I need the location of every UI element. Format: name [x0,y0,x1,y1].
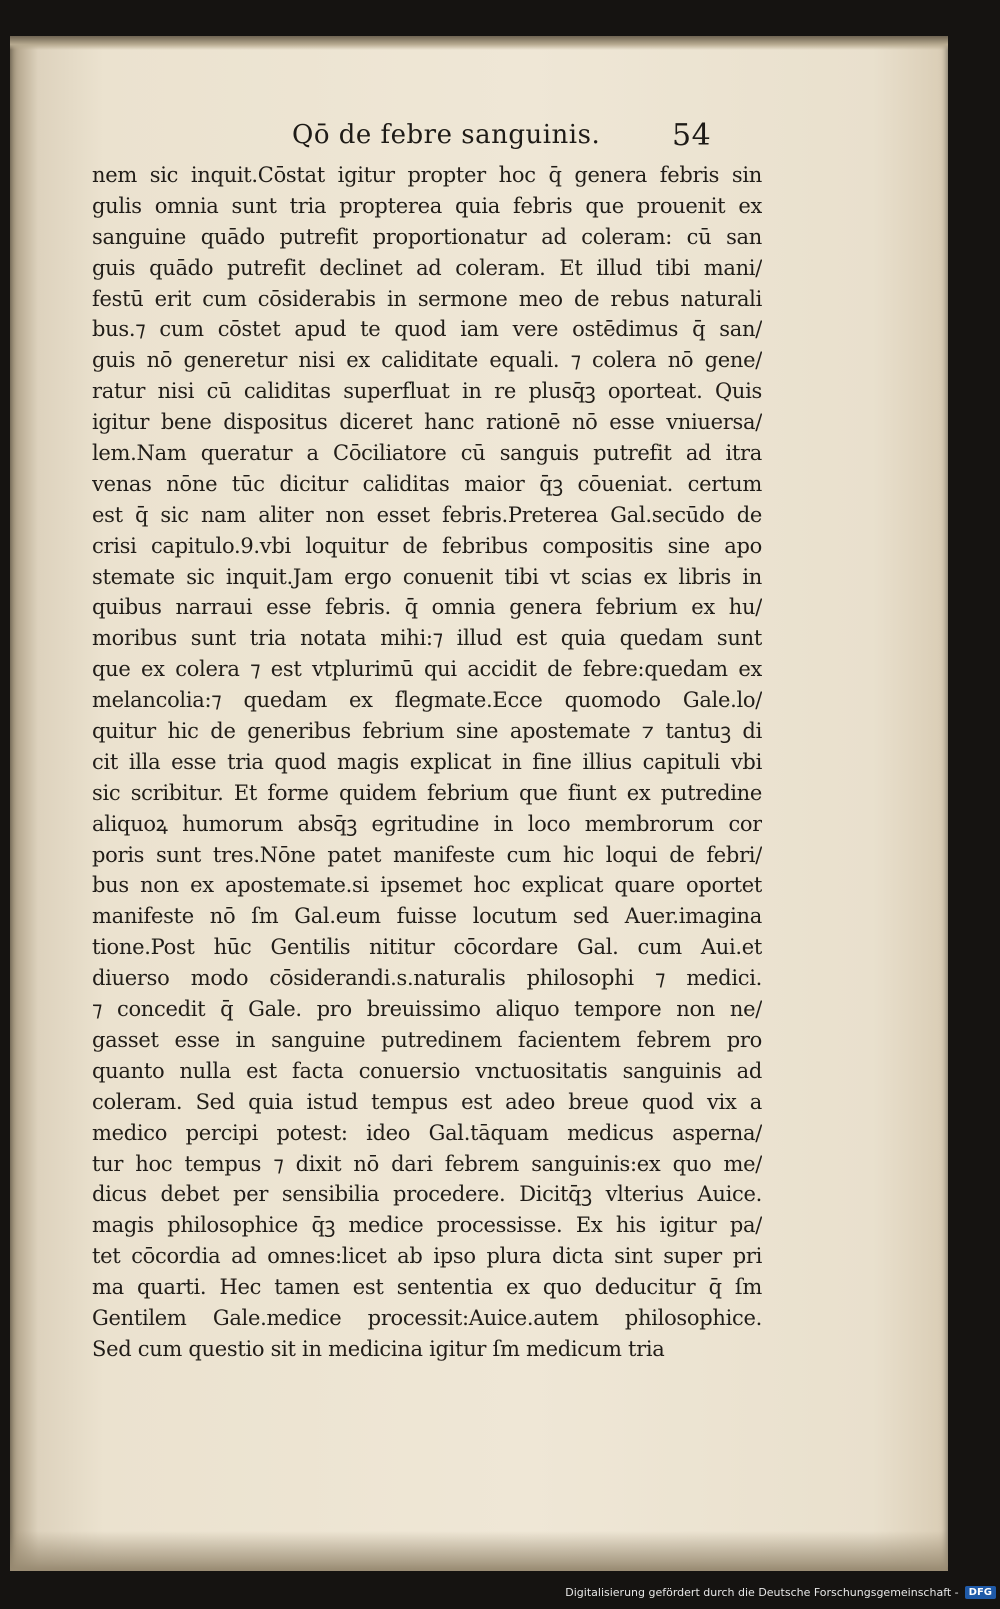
folio-number: 54 [672,118,712,153]
text-line: guis quādo putrefit declinet ad coleram. Et illud tibi mani/ [92,255,762,280]
text-line: venas nōne tūc dicitur caliditas maior q̄ꝫ cōueniat. certum [92,471,762,496]
text-line: diuerso modo cōsiderandi.s.naturalis philosophi ⁊ medici. [92,966,762,991]
text-line: cit illa esse tria quod magis explicat in fine illius capituli vbi [92,749,762,774]
text-line: tet cōcordia ad omnes:licet ab ipso plura dicta sint super pri [92,1244,762,1269]
text-line: que ex colera ⁊ est vtplurimū qui accidit de febre:quedam ex [92,657,762,682]
digitization-credit [565,1581,996,1603]
text-line: Gentilem Gale.medice processit:Auice.autem philosophice. [92,1305,762,1330]
text-line: guis nō generetur nisi ex caliditate equali. ⁊ colera nō gene/ [92,348,762,373]
text-line: poris sunt tres.Nōne patet manifeste cum hic loqui de febri/ [92,842,762,867]
text-line: aliquoꝝ humorum absq̄ꝫ egritudine in loco membrorum cor [92,811,762,836]
running-head-title: Qō de febre sanguinis. [292,120,601,150]
text-line: manifeste nō ſm Gal.eum fuisse locutum sed Auer.imagina [92,904,762,929]
text-line: est q̄ sic nam aliter non esset febris.Preterea Gal.secūdo de [92,502,762,527]
text-line: Sed cum questio sit in medicina igitur ſm medicum tria [92,1336,665,1361]
text-block [92,160,762,1365]
text-line: stemate sic inquit.Jam ergo conuenit tibi vt scias ex libris in [92,564,762,589]
text-line: gulis omnia sunt tria propterea quia febris que prouenit ex [92,193,762,218]
text-line: crisi capitulo.9.vbi loquitur de febribus compositis sine apo [92,533,762,558]
text-line: melancolia:⁊ quedam ex flegmate.Ecce quomodo Gale.lo/ [92,688,762,713]
text-line: bus.⁊ cum cōstet apud te quod iam vere ostēdimus q̄ san/ [92,317,762,342]
text-line: lem.Nam queratur a Cōciliatore cū sanguis putrefit ad itra [92,441,762,466]
text-line: moribus sunt tria notata mihi:⁊ illud est quia quedam sunt [92,626,762,651]
text-line: dicus debet per sensibilia procedere. Dicitq̄ꝫ vlterius Auice. [92,1182,762,1207]
text-line: ratur nisi cū caliditas superfluat in re plusq̄ꝫ oporteat. Quis [92,379,762,404]
text-line: sanguine quādo putrefit proportionatur ad coleram: cū san [92,224,762,249]
text-line: quibus narraui esse febris. q̄ omnia genera febrium ex hu/ [92,595,762,620]
text-line: quanto nulla est facta conuersio vnctuositatis sanguinis ad [92,1058,762,1083]
text-line: tur hoc tempus ⁊ dixit nō dari febrem sanguinis:ex quo me/ [92,1151,762,1176]
text-line: igitur bene dispositus diceret hanc rationē nō esse vniuersa/ [92,410,762,435]
credit-text: Digitalisierung gefördert durch die Deutsche Forschungsgemeinschaft - [565,1585,959,1599]
text-line: ma quarti. Hec tamen est sententia ex quo deducitur q̄ ſm [92,1275,762,1300]
text-line: magis philosophice q̄ꝫ medice processisse. Ex his igitur pa/ [92,1213,762,1238]
text-line: sic scribitur. Et forme quidem febrium que fiunt ex putredine [92,780,762,805]
text-line: tione.Post hūc Gentilis nititur cōcordare Gal. cum Aui.et [92,935,762,960]
text-line: quitur hic de generibus febrium sine apostemate ⁊ tantuꝫ di [92,719,762,744]
text-line: festū erit cum cōsiderabis in sermone meo de rebus naturali [92,286,762,311]
text-line: ⁊ concedit q̄ Gale. pro breuissimo aliquo tempore non ne/ [92,997,762,1022]
text-line: medico percipi potest: ideo Gal.tāquam medicus asperna/ [92,1120,762,1145]
dfg-logo: DFG [965,1586,996,1599]
text-line: nem sic inquit.Cōstat igitur propter hoc q̄ genera febris sin [92,163,762,187]
text-line: coleram. Sed quia istud tempus est adeo breue quod vix a [92,1089,762,1114]
text-line: gasset esse in sanguine putredinem facientem febrem pro [92,1027,762,1052]
text-line: bus non ex apostemate.si ipsemet hoc explicat quare oportet [92,873,762,898]
